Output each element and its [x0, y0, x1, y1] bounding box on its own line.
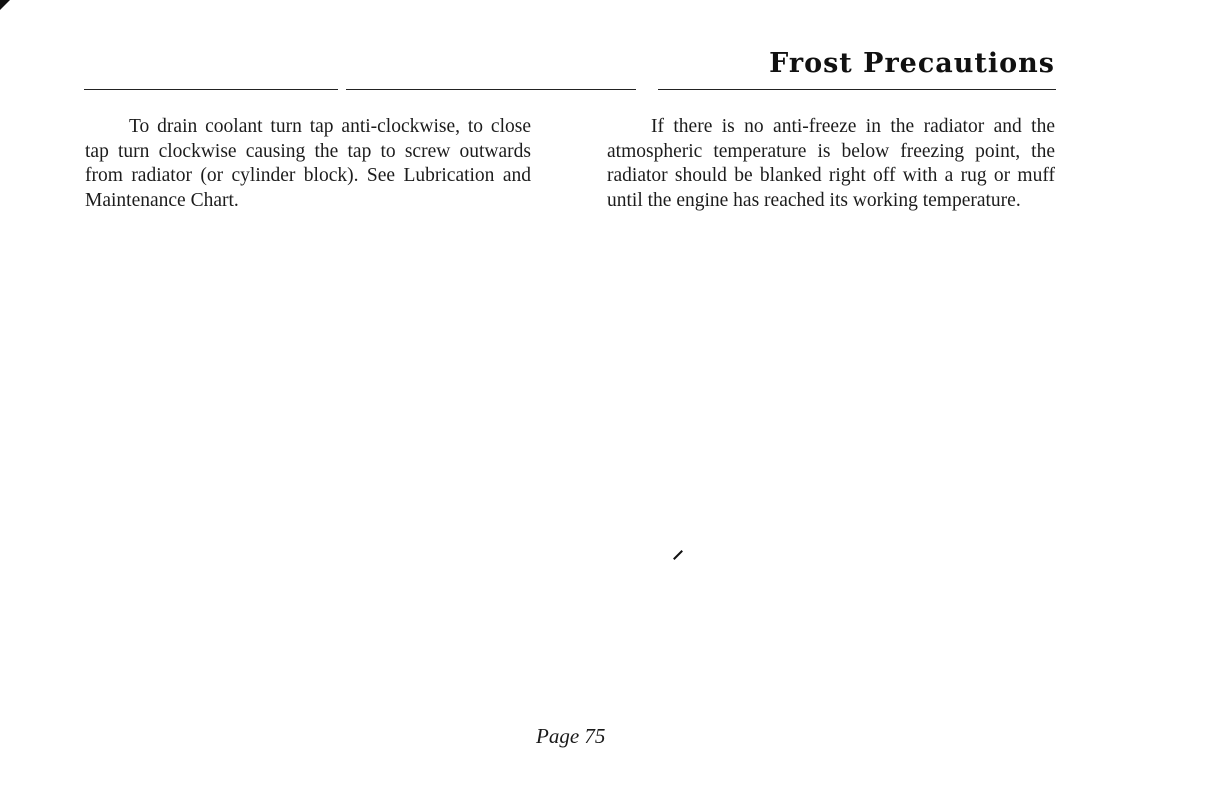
right-column-text: If there is no anti-freeze in the radiator and the atmospheric temperature is below freezing point, the radiator should be blanked right off with a rug or muff until the engine has reached its working temperature. — [607, 116, 1055, 211]
stray-pen-mark — [673, 550, 683, 560]
header-rule — [84, 89, 1056, 90]
page-heading: Frost Precautions — [769, 48, 1055, 79]
scan-corner-mark — [0, 0, 10, 10]
left-column-text: To drain coolant turn tap anti-clockwise, to close tap turn clockwise causing the tap to screw outwards from radiator (or cylinder block). See Lubrication and Maintenance Chart. — [85, 116, 531, 211]
rule-break — [338, 86, 346, 92]
rule-break — [636, 86, 658, 92]
page-number: Page 75 — [536, 724, 606, 748]
